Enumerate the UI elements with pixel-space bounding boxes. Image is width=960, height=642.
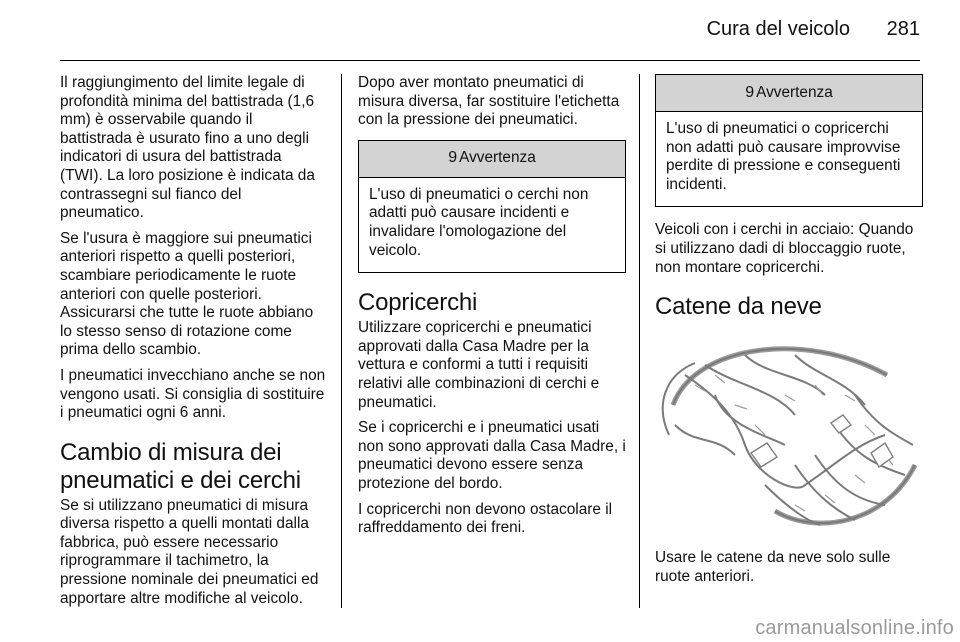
- page-number: 281: [886, 18, 920, 40]
- paragraph-hubcaps-unapproved: Se i copricerchi e i pneumatici usati non sono approvati dalla Casa Madre, i pneumatici devono essere senza protezione del bordo.: [358, 419, 626, 492]
- header-title: Cura del veicolo: [706, 18, 850, 40]
- column-2: [358, 74, 626, 545]
- column-divider-2: [639, 74, 640, 608]
- paragraph-brake-cooling: I copricerchi non devono ostacolare il raffreddamento dei freni.: [358, 500, 613, 537]
- heading-hubcaps: Copricerchi: [358, 289, 478, 317]
- column-3: [655, 74, 923, 593]
- warning-icon: 9: [745, 83, 755, 101]
- column-divider-1: [341, 74, 342, 608]
- paragraph-steel-wheels: Veicoli con i cerchi in acciaio: Quando si utilizzano dadi di bloccaggio ruote, non montare copricerchi.: [655, 221, 914, 276]
- paragraph-hubcaps-approved: Utilizzare copricerchi e pneumatici approvati dalla Casa Madre per la vettura e conformi a tutti i requisiti relativi alle combinazioni di cerchi e pneumatici.: [358, 319, 600, 411]
- warning-text: L'uso di pneumatici o copricerchi non adatti può causare improvvise perdite di pressione e conseguenti incidenti.: [666, 120, 901, 193]
- warning-title: Avvertenza: [756, 83, 833, 101]
- column-1: [60, 74, 328, 615]
- heading-snow-chains: Catene da neve: [655, 293, 822, 321]
- watermark: carmanualsonline.info: [755, 617, 954, 639]
- warning-title: Avvertenza: [459, 149, 536, 167]
- paragraph-tread-depth: Il raggiungimento del limite legale di profondità minima del battistrada (1,6 mm) è osservabile quando il battistrada è usurato fino a uno degli indicatori di usura del battistrada (TWI). La loro posizione è indicata da contrassegni sul fianco del pneumatico.: [60, 74, 315, 222]
- paragraph-chains-front: Usare le catene da neve solo sulle ruote anteriori.: [655, 549, 891, 585]
- warning-text: L'uso di pneumatici o cerchi non adatti può causare incidenti e invalidare l'omologazione del veicolo.: [369, 185, 589, 259]
- page-header: [60, 0, 920, 61]
- paragraph-size-change: Se si utilizzano pneumatici di misura diversa rispetto a quelli montati dalla fabbrica, può essere necessario riprogrammare il tachimetro, la pressione nominale dei pneumatici ed apportare altre modifiche al veicolo.: [60, 496, 319, 607]
- paragraph-label-replace: Dopo aver montato pneumatici di misura diversa, far sostituire l'etichetta con la pressione dei pneumatici.: [358, 74, 620, 129]
- warning-header: [359, 141, 625, 178]
- warning-box: [358, 140, 626, 273]
- paragraph-tire-aging: I pneumatici invecchiano anche se non vengono usati. Si consiglia di sostituire i pneumatici ogni 6 anni.: [60, 366, 326, 422]
- paragraph-tire-rotation: Se l'usura è maggiore sui pneumatici anteriori rispetto a quelli posteriori, scambiare periodicamente le ruote anteriori con quelle posteriori. Assicurarsi che tutte le ruote abbiano lo stesso senso di rotazione come prima dello scambio.: [60, 229, 314, 359]
- warning-box: [655, 74, 923, 207]
- heading-size-change: Cambio di misura dei pneumatici e dei cerchi: [60, 438, 301, 494]
- snow-chains-image: [655, 335, 919, 539]
- warning-header: [656, 75, 922, 112]
- warning-icon: 9: [448, 149, 458, 167]
